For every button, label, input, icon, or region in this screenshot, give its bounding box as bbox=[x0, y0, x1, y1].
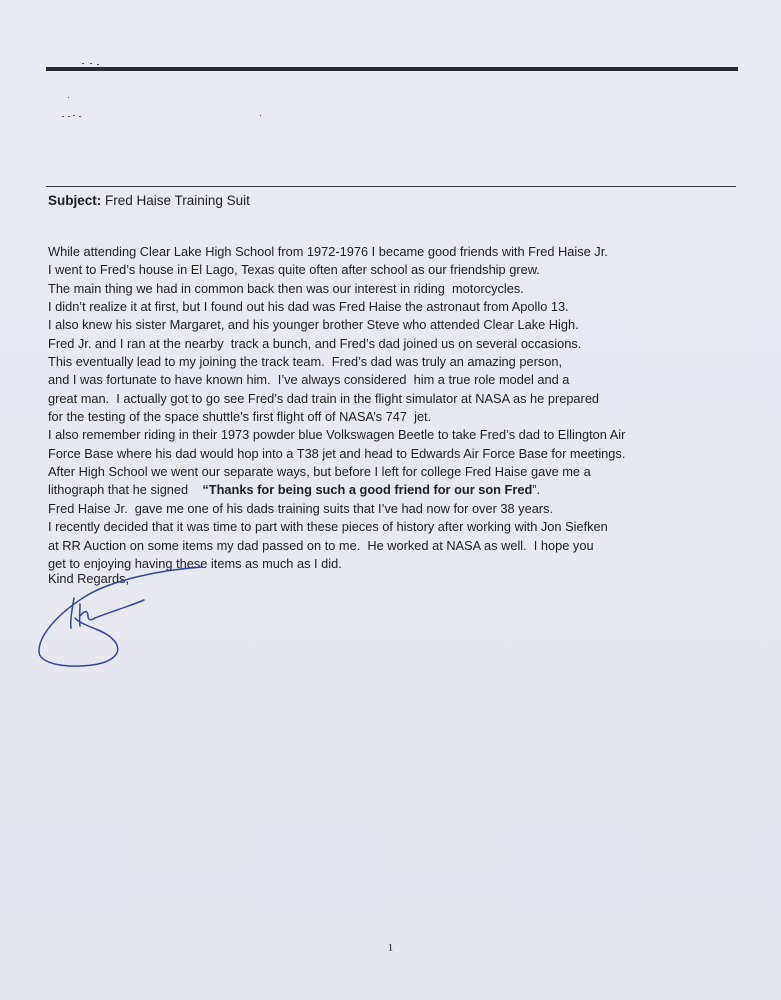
signed-quote: “Thanks for being such a good friend for our son Fred bbox=[202, 482, 533, 498]
body-line: Force Base where his dad would hop into a T38 jet and head to Edwards Air Force Base for meetings. bbox=[48, 445, 626, 461]
body-line: While attending Clear Lake High School from 1972-1976 I became good friends with Fred Haise Jr. bbox=[48, 244, 608, 259]
body-line: I didn’t realize it at first, but I found out his dad was Fred Haise the astronaut from Apollo 13. bbox=[48, 299, 569, 315]
subject-label: Subject: bbox=[48, 193, 102, 208]
body-line: The main thing we had in common back then was our interest in riding motorcycles. bbox=[48, 280, 524, 296]
subject-line bbox=[48, 192, 250, 210]
body-line: get to enjoying having these items as much as I did. bbox=[48, 555, 342, 571]
body-line: for the testing of the space shuttle’s first flight off of NASA’s 747 jet. bbox=[48, 409, 432, 425]
body-line: I also remember riding in their 1973 powder blue Volkswagen Beetle to take Fred’s dad to Ellington Air bbox=[48, 427, 626, 443]
body-line: Fred Haise Jr. gave me one of his dads training suits that I’ve had now for over 38 years. bbox=[48, 500, 554, 516]
header-rule bbox=[46, 67, 738, 71]
closing-salutation: Kind Regards, bbox=[48, 571, 130, 586]
body-line: Fred Jr. and I ran at the nearby track a bunch, and Fred’s dad joined us on several occasions. bbox=[48, 335, 582, 351]
page-number: 1 bbox=[387, 942, 394, 954]
body-line: and I was fortunate to have known him. I’ve always considered him a true role model and a bbox=[48, 372, 570, 388]
body-line: at RR Auction on some items my dad passed on to me. He worked at NASA as well. I hope you bbox=[48, 537, 594, 553]
body-line: I went to Fred’s house in El Lago, Texas quite often after school as our friendship grew. bbox=[48, 262, 540, 278]
lithograph-prefix: lithograph that he signed bbox=[48, 482, 203, 498]
letter-body bbox=[48, 243, 748, 573]
subject-rule bbox=[46, 186, 736, 187]
body-line: I also knew his sister Margaret, and his younger brother Steve who attended Clear Lake High. bbox=[48, 317, 579, 333]
body-line: After High School we went our separate ways, but before I left for college Fred Haise gave me a bbox=[48, 464, 591, 480]
quote-suffix: ”. bbox=[532, 482, 541, 498]
body-line: great man. I actually got to go see Fred’s dad train in the flight simulator at NASA as he prepared bbox=[48, 390, 600, 406]
body-line: This eventually lead to my joining the track team. Fred’s dad was truly an amazing person, bbox=[48, 354, 563, 370]
body-line: I recently decided that it was time to part with these pieces of history after working with Jon Siefken bbox=[48, 519, 608, 535]
lithograph-line bbox=[48, 481, 748, 499]
subject-text: Fred Haise Training Suit bbox=[105, 193, 250, 208]
handwritten-signature bbox=[30, 560, 220, 675]
